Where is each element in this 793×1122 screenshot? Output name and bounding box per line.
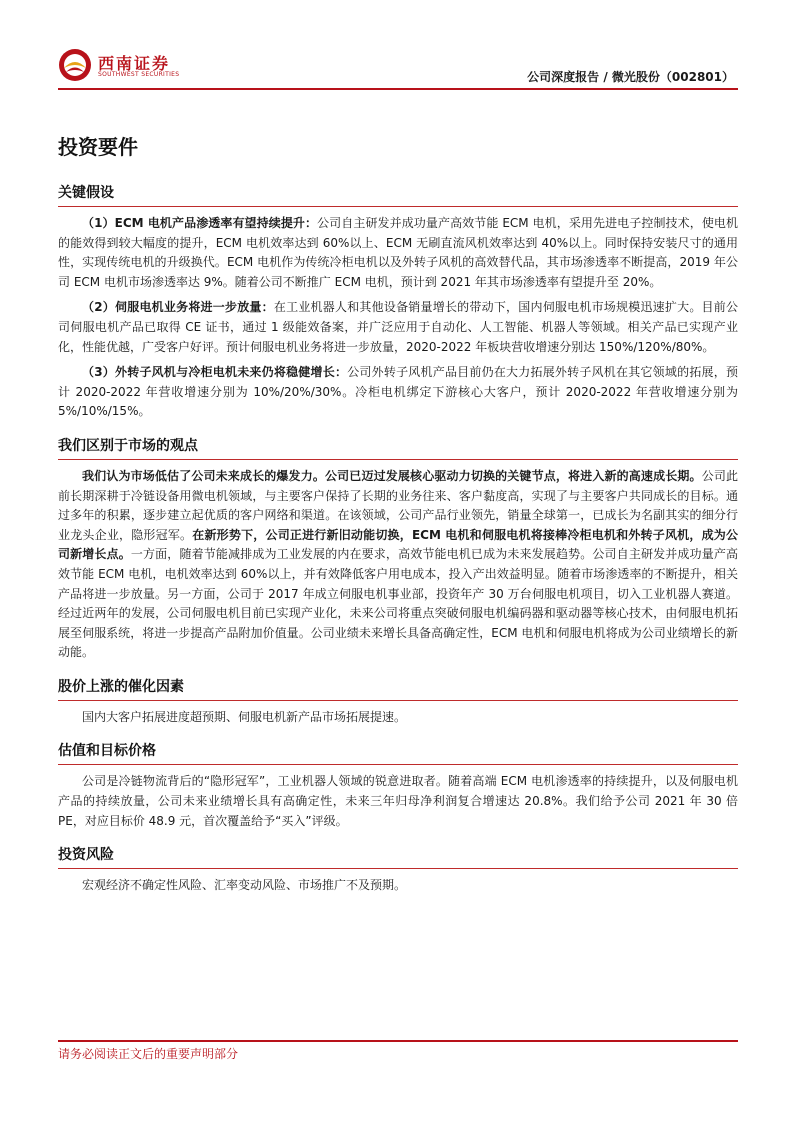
section-views [58, 435, 738, 663]
paragraph-text: 在工业机器人和其他设备销量增长的带动下，国内伺服电机市场规模迅速扩大。目前公司伺服电机产品已取得 CE 证书，通过 1 级能效备案，并广泛应用于自动化、人工智能、机器人等领域。相关产品已实现产业化，性能优越，广受客户好评。预计伺服电机业务将进一步放量，2020-2022 年板块营收增速分别达 150%/120%/80%。 [58, 300, 738, 354]
header-divider [58, 88, 738, 90]
paragraph: 宏观经济不确定性风险、汇率变动风险、市场推广不及预期。 [82, 878, 407, 893]
paragraph-text: 公司自主研发并成功量产高效节能 ECM 电机，采用先进电子控制技术，使电机的能效得到较大幅度的提升，ECM 电机效率达到 60%以上、ECM 无刷直流风机效率达到 40%以上。同时保持安装尺寸的通用性，实现传统电机的升级换代。ECM 电机作为传统冷柜电机以及外转子风机的高效替代品，其市场渗透率不断提高，2019 年公司 ECM 电机市场渗透率达 9%。随着公司不断推广 ECM 电机，预计到 2021 年其市场渗透率有望提升至 20%。 [58, 216, 738, 289]
paragraph-lead: （1）ECM 电机产品渗透率有望持续提升： [82, 216, 318, 230]
section-heading: 投资风险 [58, 844, 738, 869]
main-content [58, 131, 738, 909]
logo-text-en: SOUTHWEST SECURITIES [98, 71, 180, 78]
section-valuation [58, 740, 738, 831]
paragraph [58, 467, 738, 663]
paragraph: 公司是冷链物流背后的“隐形冠军”，工业机器人领域的锐意进取者。随着高端 ECM 电机渗透率的持续提升，以及伺服电机产品的持续放量，公司未来业绩增长具有高确定性，未来三年归母净利润复合增速达 20.8%。我们给予公司 2021 年 30 倍 PE，对应目标价 48.9 元，首次覆盖给予“买入”评级。 [58, 774, 738, 828]
paragraph [58, 363, 738, 422]
paragraph-text: 公司外转子风机产品目前仍在大力拓展外转子风机在其它领域的拓展，预计 2020-2022 年营收增速分别为 10%/20%/30%。冷柜电机绑定下游核心大客户，预计 2020-2022 年营收增速分别为 5%/10%/15%。 [58, 365, 738, 419]
section-heading: 股价上涨的催化因素 [58, 676, 738, 701]
section-risks [58, 844, 738, 896]
paragraph-lead: 我们认为市场低估了公司未来成长的爆发力。公司已迈过发展核心驱动力切换的关键节点，将进入新的高速成长期。 [82, 468, 702, 483]
paragraph-text: 一方面，随着节能减排成为工业发展的内在要求，高效节能电机已成为未来发展趋势。公司自主研发并成功量产高效节能 ECM 电机，电机效率达到 60%以上，并有效降低客户用电成本，投入产出效益明显。随着市场渗透率的不断提升，相关产品将进一步放量。另一方面，公司于 2017 年成立伺服电机事业部，投资年产 30 万台伺服电机项目，切入工业机器人赛道。经过近两年的发展，公司伺服电机目前已实现产业化，未来公司将重点突破伺服电机编码器和驱动器等核心技术，由伺服电机拓展至伺服系统，将进一步提高产品附加价值量。公司业绩未来增长具备高确定性，ECM 电机和伺服电机将成为公司业绩增长的新动能。 [58, 547, 738, 660]
report-identifier: 公司深度报告 / 微光股份（002801） [527, 70, 734, 84]
section-catalysts [58, 676, 738, 728]
paragraph [58, 298, 738, 357]
section-heading: 估值和目标价格 [58, 740, 738, 765]
footer-notice: 请务必阅读正文后的重要声明部分 [58, 1047, 239, 1061]
swsc-logo-icon [58, 48, 92, 82]
section-heading: 我们区别于市场的观点 [58, 435, 738, 460]
paragraph-lead: （2）伺服电机业务将进一步放量： [82, 300, 274, 315]
footer-divider [58, 1040, 738, 1042]
paragraph-lead: （3）外转子风机与冷柜电机未来仍将稳健增长： [82, 365, 348, 380]
paragraph: 国内大客户拓展进度超预期、伺服电机新产品市场拓展提速。 [82, 709, 407, 724]
page-title: 投资要件 [58, 135, 138, 159]
page-header [58, 40, 738, 90]
paragraph [58, 214, 738, 292]
paragraph-text: 公司此前长期深耕于冷链设备用微电机领域，与主要客户保持了长期的业务往来、客户黏度高，实现了与主要客户共同成长的目标。通过多年的积累，逐步建立起优质的客户网络和渠道。在该领域，公司产品行业领先，销量全球第一，已成长为名副其实的细分行业龙头企业，隐形冠军。 [58, 468, 738, 542]
section-heading: 关键假设 [58, 182, 738, 207]
logo-text-cn: 西南证券 [98, 54, 171, 73]
section-key-assumptions [58, 182, 738, 422]
paragraph-highlight: 在新形势下，公司正进行新旧动能切换，ECM 电机和伺服电机将接棒冷柜电机和外转子风机，成为公司新增长点。 [58, 527, 738, 562]
